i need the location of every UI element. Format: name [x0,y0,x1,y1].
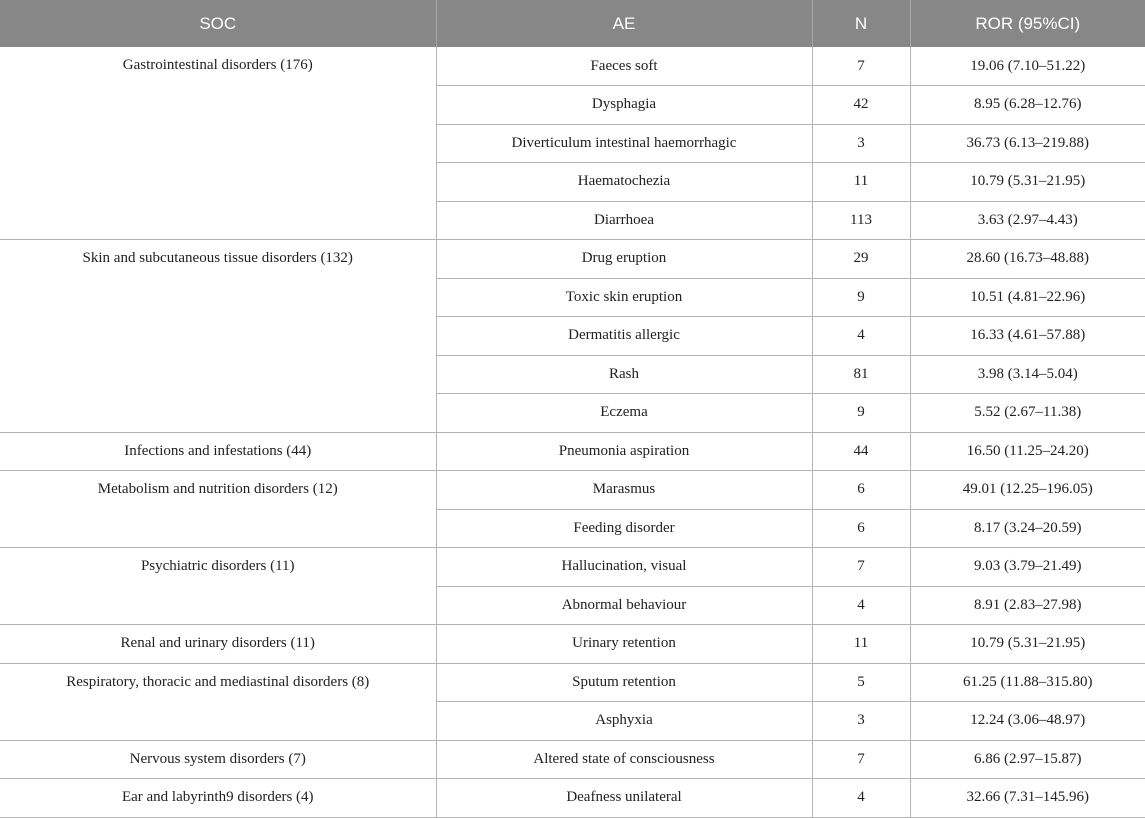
ror-cell: 49.01 (12.25–196.05) [910,471,1145,510]
table-body [0,47,1145,817]
ae-cell: Diverticulum intestinal haemorrhagic [436,124,812,163]
table-row [0,548,1145,587]
table-row [0,740,1145,779]
n-cell: 42 [812,86,910,125]
ror-cell: 32.66 (7.31–145.96) [910,779,1145,818]
table-row [0,432,1145,471]
ae-cell: Pneumonia aspiration [436,432,812,471]
ror-cell: 16.33 (4.61–57.88) [910,317,1145,356]
n-cell: 4 [812,317,910,356]
n-cell: 7 [812,740,910,779]
n-cell: 113 [812,201,910,240]
ror-cell: 10.79 (5.31–21.95) [910,625,1145,664]
ae-cell: Deafness unilateral [436,779,812,818]
soc-cell: Skin and subcutaneous tissue disorders (132) [0,240,436,433]
ae-cell: Altered state of consciousness [436,740,812,779]
ror-cell: 8.17 (3.24–20.59) [910,509,1145,548]
ror-cell: 6.86 (2.97–15.87) [910,740,1145,779]
ror-cell: 10.51 (4.81–22.96) [910,278,1145,317]
n-cell: 5 [812,663,910,702]
header-row [0,0,1145,47]
table-row [0,779,1145,818]
table-row [0,240,1145,279]
ae-cell: Marasmus [436,471,812,510]
ror-cell: 16.50 (11.25–24.20) [910,432,1145,471]
soc-cell: Renal and urinary disorders (11) [0,625,436,664]
ror-cell: 10.79 (5.31–21.95) [910,163,1145,202]
table-row [0,471,1145,510]
n-cell: 81 [812,355,910,394]
n-cell: 3 [812,702,910,741]
ae-cell: Abnormal behaviour [436,586,812,625]
n-cell: 7 [812,47,910,86]
n-cell: 6 [812,471,910,510]
header-ror: ROR (95%CI) [910,0,1145,47]
ror-cell: 8.95 (6.28–12.76) [910,86,1145,125]
ae-cell: Urinary retention [436,625,812,664]
soc-cell: Ear and labyrinth9 disorders (4) [0,779,436,818]
ror-cell: 61.25 (11.88–315.80) [910,663,1145,702]
soc-cell: Metabolism and nutrition disorders (12) [0,471,436,548]
header-n: N [812,0,910,47]
ae-cell: Asphyxia [436,702,812,741]
n-cell: 11 [812,163,910,202]
ror-cell: 19.06 (7.10–51.22) [910,47,1145,86]
ae-cell: Rash [436,355,812,394]
header-soc: SOC [0,0,436,47]
table-row [0,625,1145,664]
ae-cell: Faeces soft [436,47,812,86]
n-cell: 9 [812,394,910,433]
n-cell: 4 [812,586,910,625]
ae-cell: Sputum retention [436,663,812,702]
ror-cell: 5.52 (2.67–11.38) [910,394,1145,433]
soc-cell: Infections and infestations (44) [0,432,436,471]
ae-cell: Eczema [436,394,812,433]
n-cell: 7 [812,548,910,587]
ror-cell: 36.73 (6.13–219.88) [910,124,1145,163]
ror-cell: 8.91 (2.83–27.98) [910,586,1145,625]
ae-cell: Feeding disorder [436,509,812,548]
table-row [0,663,1145,702]
n-cell: 44 [812,432,910,471]
ae-cell: Diarrhoea [436,201,812,240]
ae-cell: Haematochezia [436,163,812,202]
n-cell: 3 [812,124,910,163]
n-cell: 6 [812,509,910,548]
ae-cell: Hallucination, visual [436,548,812,587]
n-cell: 11 [812,625,910,664]
soc-cell: Gastrointestinal disorders (176) [0,47,436,240]
ae-cell: Dysphagia [436,86,812,125]
ror-cell: 12.24 (3.06–48.97) [910,702,1145,741]
ae-cell: Toxic skin eruption [436,278,812,317]
n-cell: 4 [812,779,910,818]
ror-cell: 3.98 (3.14–5.04) [910,355,1145,394]
ror-cell: 9.03 (3.79–21.49) [910,548,1145,587]
soc-cell: Nervous system disorders (7) [0,740,436,779]
table-row [0,47,1145,86]
ae-cell: Dermatitis allergic [436,317,812,356]
n-cell: 9 [812,278,910,317]
ror-cell: 3.63 (2.97–4.43) [910,201,1145,240]
ror-cell: 28.60 (16.73–48.88) [910,240,1145,279]
ae-cell: Drug eruption [436,240,812,279]
soc-cell: Respiratory, thoracic and mediastinal disorders (8) [0,663,436,740]
header-ae: AE [436,0,812,47]
soc-cell: Psychiatric disorders (11) [0,548,436,625]
n-cell: 29 [812,240,910,279]
